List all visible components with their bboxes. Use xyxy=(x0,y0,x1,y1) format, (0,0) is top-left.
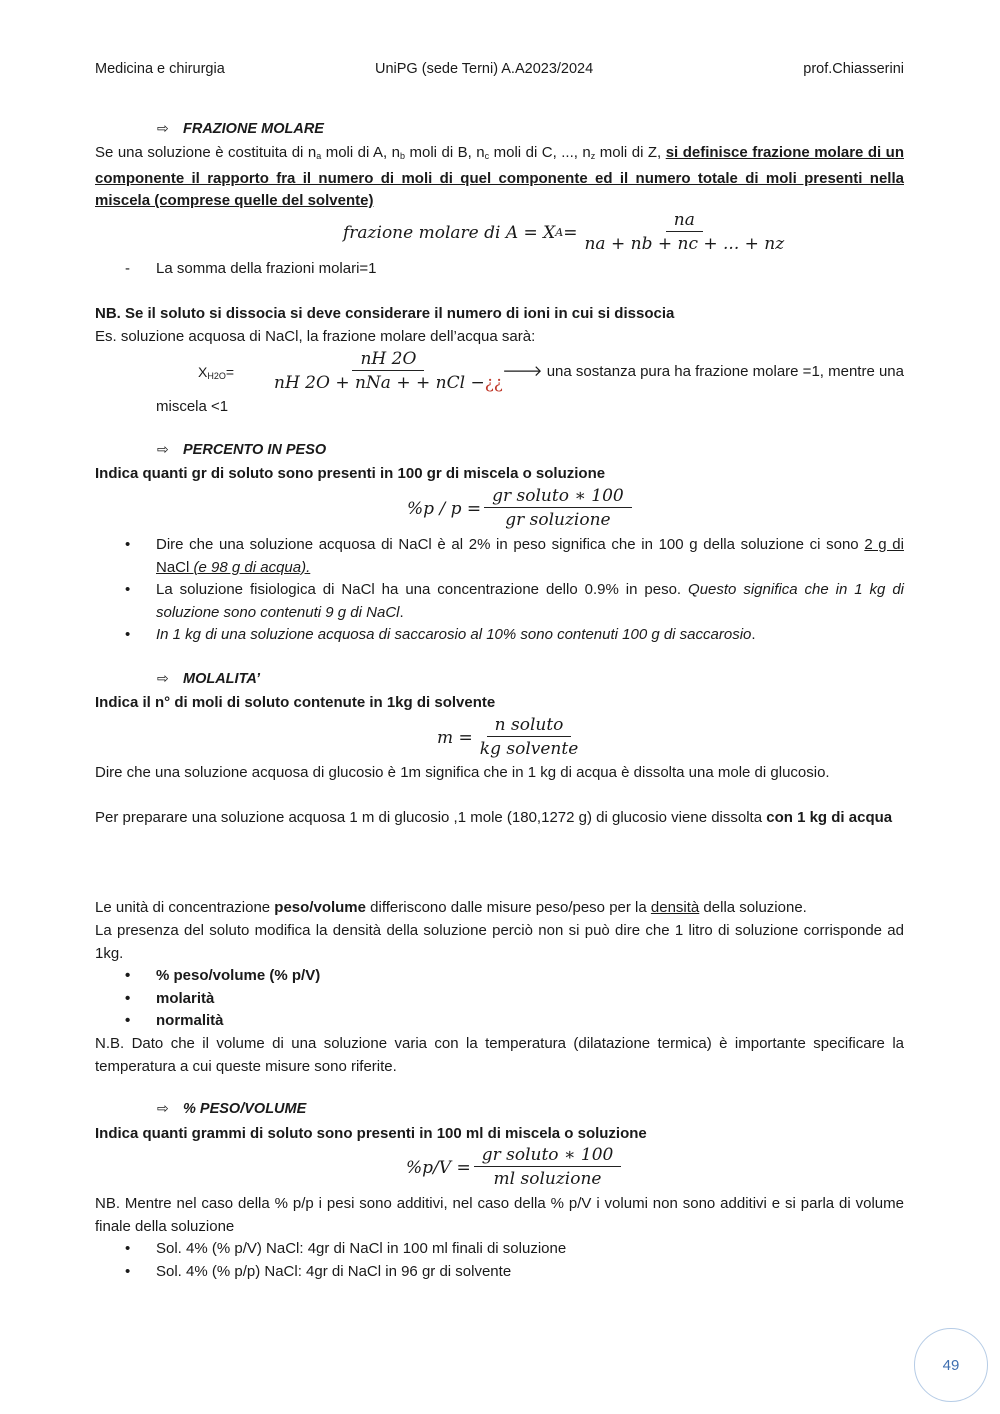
list-item-molarita: • molarità xyxy=(125,990,215,1007)
unita-densita: La presenza del soluto modifica la densità della soluzione perciò non si può dire che 1 litro di soluzione corrisponde ad 1kg. xyxy=(95,922,904,962)
arrow-icon: ⇨ xyxy=(157,1100,169,1116)
page-header xyxy=(95,61,904,81)
arrow-icon: ⇨ xyxy=(157,441,169,457)
percento-title: Indica quanti gr di soluto sono presenti in 100 gr di miscela o soluzione xyxy=(95,465,606,482)
header-course: Medicina e chirurgia xyxy=(95,61,225,77)
x-h2o-label: $X_{H2O}=$ xyxy=(198,364,235,381)
list-item-saccarosio: • In 1 kg di una soluzione acquosa di saccarosio al 10% sono contenuti 100 g di saccarosio. xyxy=(125,626,756,643)
list-item-somma: - La somma della frazioni molari=1 xyxy=(125,260,377,277)
molalita-preparazione: Per preparare una soluzione acquosa 1 m di glucosio ,1 mole (180,1272 g) di glucosio viene dissolta con 1 kg di acqua xyxy=(95,809,893,826)
molalita-title: Indica il n° di moli di soluto contenute in 1kg di solvente xyxy=(95,694,496,711)
unita-intro: Le unità di concentrazione peso/volume differiscono dalle misure peso/peso per la densità della soluzione. xyxy=(95,899,807,916)
arrow-icon: ⇨ xyxy=(157,120,169,136)
section-heading-percento-peso xyxy=(157,441,326,458)
heading-text: PERCENTO IN PESO xyxy=(183,442,327,458)
list-item-peso-volume: • % peso/volume (% p/V) xyxy=(125,967,321,984)
arrow-icon: ⇨ xyxy=(157,670,169,686)
nb-temperatura: N.B. Dato che il volume di una soluzione varia con la temperatura (dilatazione termica) è importante specificare la temperatura a cui queste misure sono riferite. xyxy=(95,1035,904,1075)
list-item-fisiologica: • La soluzione fisiologica di NaCl ha una concentrazione dello 0.9% in peso. Questo significa che in 1 kg di soluzione sono contenuti 9 g di NaCl. xyxy=(125,581,904,621)
nb-additivi: NB. Mentre nel caso della % p/p i pesi sono additivi, nel caso della % p/V i volumi non sono additivi e si parla di volume finale della soluzione xyxy=(95,1195,904,1235)
list-item-nacl-2: • Dire che una soluzione acquosa di NaCl è al 2% in peso significa che in 100 g della soluzione ci sono 2 g di NaCl (e 98 g di acqua). xyxy=(125,536,904,576)
document-page xyxy=(95,0,904,1414)
formula-percento-peso: %p / p = $\frac{\text{gr soluto ∗ 100}}{\text{gr soluzione}}$ xyxy=(407,485,632,532)
miscela-note: miscela <1 xyxy=(156,398,229,415)
esempio-nacl: Es. soluzione acquosa di NaCl, la frazione molare dell’acqua sarà: xyxy=(95,328,536,345)
section-heading-molalita xyxy=(157,670,260,687)
heading-text: % PESO/VOLUME xyxy=(183,1101,307,1117)
list-item-sol-pv: • Sol. 4% (% p/V) NaCl: 4gr di NaCl in 100 ml finali di soluzione xyxy=(125,1240,567,1257)
header-professor: prof.Chiasserini xyxy=(803,61,904,77)
header-university: UniPG (sede Terni) A.A2023/2024 xyxy=(375,61,594,77)
heading-text: FRAZIONE MOLARE xyxy=(183,121,324,137)
section-heading-peso-volume xyxy=(157,1100,306,1117)
frazione-definition: Se una soluzione è costituita di $n_a$ moli di A, $n_b$ moli di B, $n_c$ moli di C, ..., $n_z$ moli di Z, si definisce frazione molare di un componente il rapporto fra il numero di moli di quel componente ed il numero totale di moli presenti nella miscela (comprese quelle del solvente) xyxy=(95,144,904,210)
molalita-esempio: Dire che una soluzione acquosa di glucosio è 1m significa che in 1 kg di acqua è dissolta una mole di glucosio. xyxy=(95,764,830,781)
sostanza-pura-note: 🡒 una sostanza pura ha frazione molare =1, mentre una xyxy=(502,363,904,380)
list-item-normalita: • normalità xyxy=(125,1012,224,1029)
formula-x-h2o: $\frac{nH 2O}{\text{nH 2O + nNa + + nCl −¿¿}}$ xyxy=(274,349,503,393)
formula-peso-volume: %p/V = $\frac{\text{gr soluto ∗ 100}}{\text{ml soluzione}}$ xyxy=(406,1144,621,1191)
nb-dissociazione: NB. Se il soluto si dissocia si deve considerare il numero di ioni in cui si dissocia xyxy=(95,305,675,322)
formula-molalita: m = $\frac{\text{n soluto}}{\text{kg solvente}}$ xyxy=(437,715,579,759)
formula-frazione-molare: frazione molare di A = X A = $\frac{na}{na + nb + nc + ... + nz}$ xyxy=(343,210,785,254)
peso-volume-title: Indica quanti grammi di soluto sono presenti in 100 ml di miscela o soluzione xyxy=(95,1125,647,1142)
section-heading-frazione-molare xyxy=(157,120,324,137)
page-number: 49 xyxy=(914,1328,988,1402)
heading-text: MOLALITA’ xyxy=(183,671,261,687)
list-item-sol-pp: • Sol. 4% (% p/p) NaCl: 4gr di NaCl in 96 gr di solvente xyxy=(125,1263,512,1280)
